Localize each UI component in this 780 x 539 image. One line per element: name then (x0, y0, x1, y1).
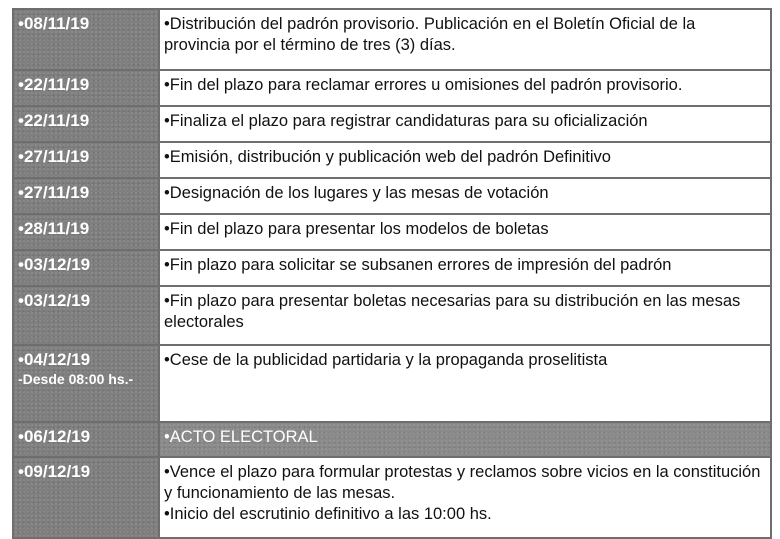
date-cell (13, 457, 159, 538)
event-cell (159, 178, 771, 214)
date-label: •06/12/19 (18, 427, 91, 446)
date-cell (13, 142, 159, 178)
event-text: •Fin del plazo para reclamar errores u omisiones del padrón provisorio. (164, 76, 683, 94)
date-label: •03/12/19 (18, 255, 91, 274)
date-label: •27/11/19 (18, 147, 90, 166)
event-cell (159, 345, 771, 422)
event-cell (159, 457, 771, 538)
date-cell (13, 422, 159, 457)
date-cell (13, 9, 159, 70)
table-row (13, 142, 771, 178)
event-text: •Distribución del padrón provisorio. Publicación en el Boletín Oficial de la provincia por el término de tres (3) días. (164, 15, 696, 54)
date-label: •22/11/19 (18, 75, 90, 94)
event-cell (159, 106, 771, 142)
date-label: •03/12/19 (18, 291, 91, 310)
table-row (13, 214, 771, 250)
table-row-election-day (13, 422, 771, 457)
date-cell (13, 250, 159, 286)
event-text: •ACTO ELECTORAL (164, 428, 318, 446)
event-cell (159, 286, 771, 345)
table-row (13, 345, 771, 422)
electoral-schedule-table (12, 8, 772, 539)
event-cell (159, 142, 771, 178)
event-text: •Designación de los lugares y las mesas de votación (164, 184, 549, 202)
date-label: •08/11/19 (18, 14, 90, 33)
date-label: •22/11/19 (18, 111, 90, 130)
table-row (13, 70, 771, 106)
date-cell (13, 70, 159, 106)
table-row (13, 178, 771, 214)
table-row (13, 286, 771, 345)
date-time-note: -Desde 08:00 hs.- (18, 371, 134, 387)
event-text: •Fin plazo para solicitar se subsanen errores de impresión del padrón (164, 256, 672, 274)
date-cell (13, 106, 159, 142)
event-cell (159, 214, 771, 250)
event-text: •Fin plazo para presentar boletas necesarias para su distribución en las mesas electorales (164, 292, 741, 331)
table-row (13, 106, 771, 142)
date-cell (13, 178, 159, 214)
event-text: •Cese de la publicidad partidaria y la propaganda proselitista (164, 351, 608, 369)
event-cell (159, 250, 771, 286)
date-cell (13, 345, 159, 422)
table-row (13, 9, 771, 70)
date-label: •04/12/19 (18, 350, 91, 369)
event-text: •Finaliza el plazo para registrar candidaturas para su oficialización (164, 112, 648, 130)
date-cell (13, 286, 159, 345)
table-row (13, 250, 771, 286)
date-label: •28/11/19 (18, 219, 90, 238)
event-text: •Fin del plazo para presentar los modelos de boletas (164, 220, 549, 238)
date-label: •27/11/19 (18, 183, 90, 202)
event-cell (159, 422, 771, 457)
table-row (13, 457, 771, 538)
event-cell (159, 70, 771, 106)
event-text: •Emisión, distribución y publicación web del padrón Definitivo (164, 148, 611, 166)
date-cell (13, 214, 159, 250)
event-text: •Inicio del escrutinio definitivo a las 10:00 hs. (164, 505, 492, 523)
date-label: •09/12/19 (18, 462, 91, 481)
event-cell (159, 9, 771, 70)
event-text: •Vence el plazo para formular protestas y reclamos sobre vicios en la constitución y funcionamiento de las mesas. (164, 463, 761, 502)
